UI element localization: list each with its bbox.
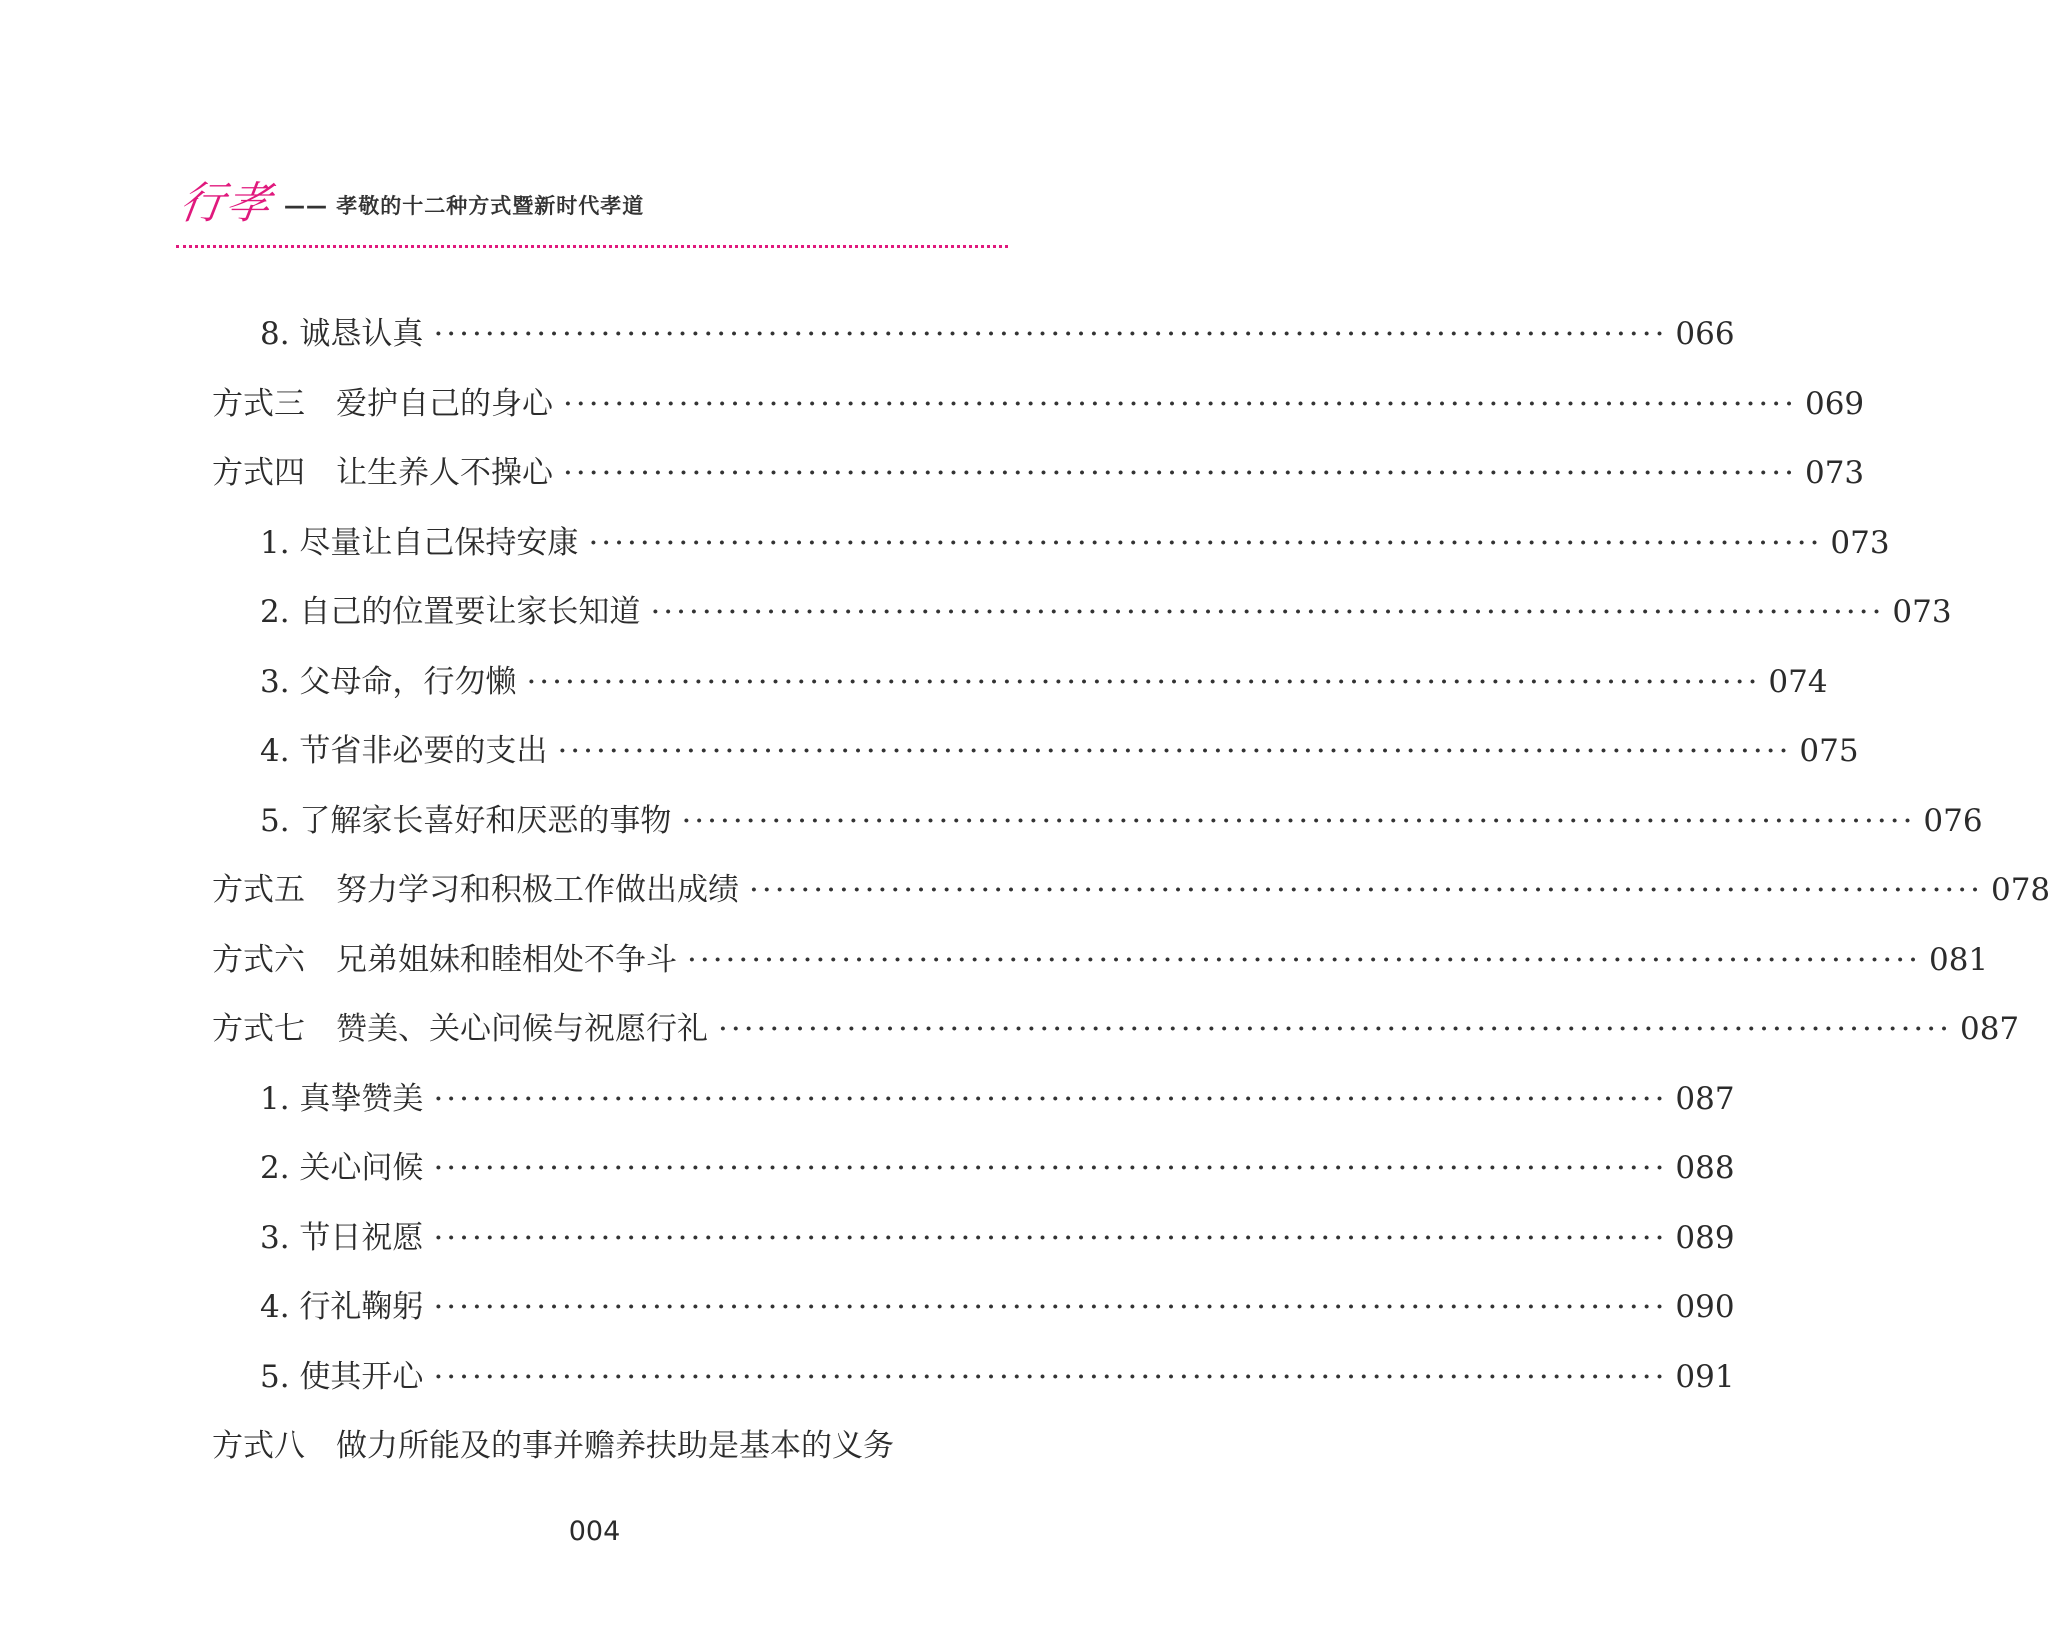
toc-section-entry[interactable] bbox=[212, 648, 1828, 718]
toc-section-entry[interactable] bbox=[212, 1273, 1735, 1343]
toc-chapter-entry[interactable] bbox=[212, 1412, 1006, 1482]
toc-section-entry[interactable] bbox=[212, 717, 1859, 787]
toc-page-number: 076 bbox=[1923, 802, 1983, 839]
toc-page-number: 073 bbox=[1830, 524, 1890, 561]
toc-chapter-entry[interactable] bbox=[212, 856, 2050, 926]
toc-page-number: 087 bbox=[1675, 1080, 1735, 1117]
toc-entry-title: 方式七 赞美、关心问候与祝愿行礼 bbox=[212, 1011, 708, 1047]
toc-section-entry[interactable] bbox=[212, 1204, 1735, 1274]
toc-page-number: 073 bbox=[1892, 594, 1952, 630]
toc-entry-title: 方式六 兄弟姐妹和睦相处不争斗 bbox=[212, 941, 677, 978]
toc-entry-title: 1. 真挚赞美 bbox=[260, 1080, 424, 1117]
toc-entry-title: 方式四 让生养人不操心 bbox=[212, 455, 553, 491]
toc-entry-title: 方式五 努力学习和积极工作做出成绩 bbox=[212, 872, 739, 908]
toc-page-number: 087 bbox=[1959, 1011, 2020, 1047]
toc-page-number: 078 bbox=[1990, 872, 2050, 908]
book-subtitle: —— 孝敬的十二种方式暨新时代孝道 bbox=[284, 194, 645, 218]
toc-dot-leader: ································································································ bbox=[718, 1011, 1952, 1047]
toc-chapter-entry[interactable] bbox=[212, 995, 2020, 1065]
toc-entry-title: 2. 自己的位置要让家长知道 bbox=[260, 594, 641, 630]
table-of-contents bbox=[212, 300, 2050, 1482]
toc-page-number: 066 bbox=[1675, 316, 1735, 352]
toc-dot-leader: ································································································ bbox=[433, 316, 1668, 352]
toc-page-number: 081 bbox=[1928, 941, 1989, 978]
toc-entry-title: 方式三 爱护自己的身心 bbox=[212, 385, 553, 422]
toc-page-number: 088 bbox=[1675, 1150, 1735, 1186]
toc-page-number: 091 bbox=[1675, 1358, 1735, 1395]
toc-page-number: 073 bbox=[1804, 455, 1865, 491]
toc-dot-leader: ································································································ bbox=[433, 1150, 1668, 1186]
toc-entry-title: 2. 关心问候 bbox=[260, 1150, 424, 1186]
page-header bbox=[176, 176, 1012, 248]
toc-entry-title: 方式八 做力所能及的事并赡养扶助是基本的义务 bbox=[212, 1428, 894, 1464]
toc-dot-leader: ································································································ bbox=[563, 385, 1797, 422]
toc-dot-leader: ································································································ bbox=[433, 1219, 1668, 1256]
toc-dot-leader: ································································································ bbox=[687, 941, 1921, 978]
toc-section-entry[interactable] bbox=[212, 300, 1735, 370]
toc-page-number: 090 bbox=[1675, 1289, 1735, 1325]
toc-section-entry[interactable] bbox=[212, 509, 1890, 579]
toc-page-number: 074 bbox=[1768, 663, 1828, 700]
toc-section-entry[interactable] bbox=[212, 787, 1983, 857]
toc-entry-title: 3. 父母命，行勿懒 bbox=[260, 663, 517, 700]
toc-chapter-entry[interactable] bbox=[212, 370, 1865, 440]
toc-page-number: 069 bbox=[1804, 385, 1865, 422]
header-divider bbox=[176, 245, 1008, 248]
toc-entry-title: 5. 了解家长喜好和厌恶的事物 bbox=[260, 802, 672, 839]
toc-section-entry[interactable] bbox=[212, 1065, 1735, 1135]
toc-entry-title: 3. 节日祝愿 bbox=[260, 1219, 424, 1256]
toc-dot-leader: ································································································ bbox=[681, 802, 1916, 839]
toc-dot-leader: ································································································ bbox=[433, 1358, 1668, 1395]
toc-page-number: 075 bbox=[1799, 733, 1859, 769]
toc-chapter-entry[interactable] bbox=[212, 926, 1989, 996]
toc-entry-title: 1. 尽量让自己保持安康 bbox=[260, 524, 579, 561]
toc-entry-title: 8. 诚恳认真 bbox=[260, 316, 424, 352]
toc-section-entry[interactable] bbox=[212, 1343, 1735, 1413]
toc-dot-leader: ································································································ bbox=[526, 663, 1761, 700]
toc-dot-leader: ································································································ bbox=[433, 1289, 1668, 1325]
toc-entry-title: 4. 行礼鞠躬 bbox=[260, 1289, 424, 1325]
toc-section-entry[interactable] bbox=[212, 578, 1952, 648]
toc-dot-leader: ································································································ bbox=[563, 455, 1797, 491]
toc-dot-leader: ································································································ bbox=[650, 594, 1885, 630]
page-number: 004 bbox=[568, 1516, 621, 1547]
toc-section-entry[interactable] bbox=[212, 1134, 1735, 1204]
toc-dot-leader: ································································································ bbox=[749, 872, 1983, 908]
toc-dot-leader: ································································································ bbox=[433, 1080, 1668, 1117]
toc-entry-title: 4. 节省非必要的支出 bbox=[260, 733, 548, 769]
toc-chapter-entry[interactable] bbox=[212, 439, 1865, 509]
book-logo: 行孝 bbox=[176, 178, 276, 229]
toc-dot-leader: ································································································ bbox=[557, 733, 1792, 769]
toc-entry-title: 5. 使其开心 bbox=[260, 1358, 424, 1395]
toc-page-number: 089 bbox=[1675, 1219, 1735, 1256]
toc-dot-leader: ································································································ bbox=[588, 524, 1823, 561]
